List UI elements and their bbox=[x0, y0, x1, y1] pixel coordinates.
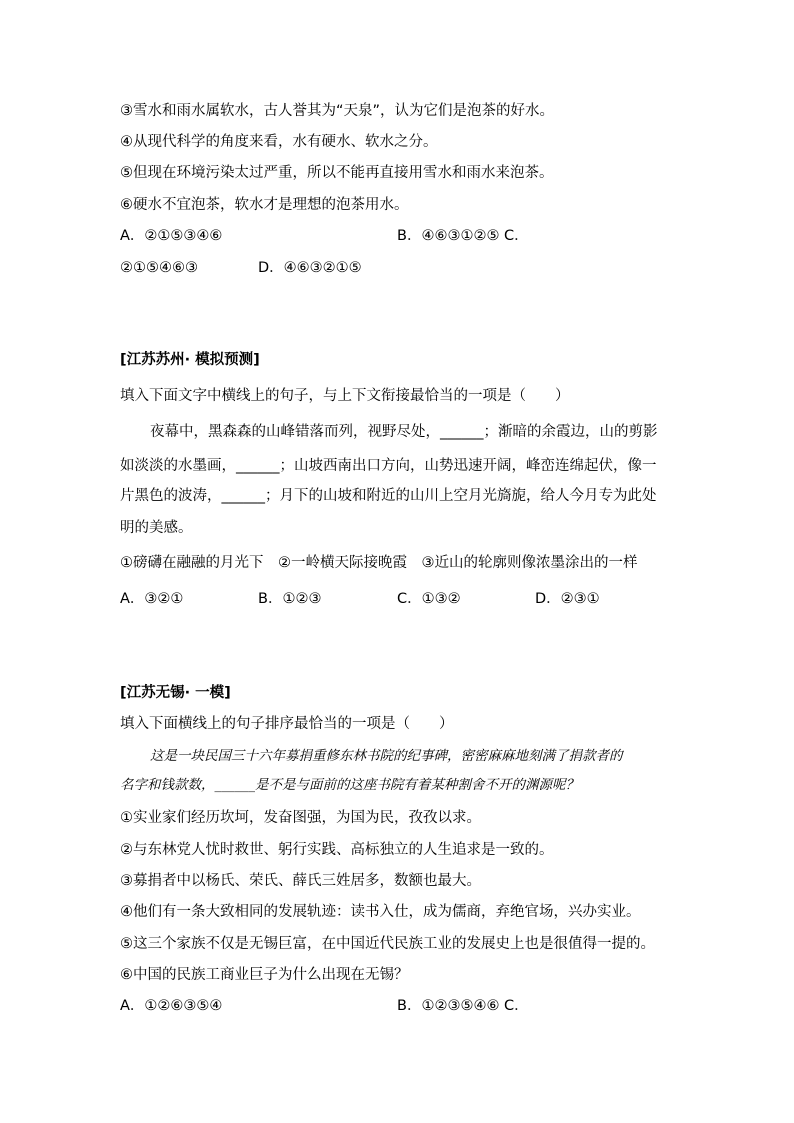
option-a: A．②①⑤③④⑥ bbox=[120, 228, 223, 244]
statement-6: ⑥中国的民族工商业巨子为什么出现在无锡？ bbox=[120, 967, 409, 983]
statement-4: ④他们有一条大致相同的发展轨迹：读书入仕，成为儒商，弃绝官场，兴办实业。 bbox=[120, 904, 641, 920]
statement-6: ⑥硬水不宜泡茶，软水才是理想的泡茶用水。 bbox=[120, 197, 409, 213]
option-c: C．①③② bbox=[397, 591, 461, 607]
option-d: D．④⑥③②①⑤ bbox=[258, 260, 362, 276]
section-heading: [江苏无锡· 一模] bbox=[120, 685, 231, 701]
section-heading: [江苏苏州· 模拟预测] bbox=[120, 352, 260, 368]
question-text: 填入下面文字中横线上的句子，与上下文衔接最恰当的一项是（ ） bbox=[120, 388, 570, 404]
statement-5: ⑤这三个家族不仅是无锡巨富，在中国近代民族工业的发展史上也是很值得一提的。 bbox=[120, 936, 655, 952]
option-c: ②①⑤④⑥③ bbox=[120, 260, 198, 276]
option-d: D．②③① bbox=[535, 591, 600, 607]
choice-list: ①磅礴在融融的月光下 ②一岭横天际接晚霞 ③近山的轮廓则像浓墨涂出的一样 bbox=[120, 555, 638, 571]
statement-1: ①实业家们经历坎坷，发奋图强，为国为民，孜孜以求。 bbox=[120, 810, 481, 826]
statement-4: ④从现代科学的角度来看，水有硬水、软水之分。 bbox=[120, 134, 438, 150]
passage-line: 片黑色的波涛，______；月下的山坡和附近的山川上空月光旖旎，给人今月专为此处 bbox=[120, 488, 657, 504]
statement-3: ③募捐者中以杨氏、荣氏、薛氏三姓居多，数额也最大。 bbox=[120, 873, 481, 889]
statement-2: ②与东林党人忧时救世、躬行实践、高标独立的人生追求是一致的。 bbox=[120, 842, 554, 858]
passage-line: 明的美感。 bbox=[120, 520, 193, 536]
statement-3: ③雪水和雨水属软水，古人誉其为“天泉”，认为它们是泡茶的好水。 bbox=[120, 103, 555, 119]
option-b: B．④⑥③①②⑤ C． bbox=[397, 228, 529, 244]
option-b: B．①②③⑤④⑥ C． bbox=[397, 998, 529, 1014]
passage-line: 名字和钱款数，______是不是与面前的这座书院有着某种割舍不开的渊源呢？ bbox=[120, 777, 579, 793]
statement-5: ⑤但现在环境污染太过严重，所以不能再直接用雪水和雨水来泡茶。 bbox=[120, 165, 554, 181]
passage-line: 夜幕中，黑森森的山峰错落而列，视野尽处，______；渐暗的余霞边，山的剪影 bbox=[150, 424, 658, 440]
question-text: 填入下面横线上的句子排序最恰当的一项是（ ） bbox=[120, 716, 454, 732]
option-a: A．③②① bbox=[120, 591, 184, 607]
passage-line: 这是一块民国三十六年募捐重修东林书院的纪事碑，密密麻麻地刻满了捐款者的 bbox=[150, 748, 623, 764]
passage-line: 如淡淡的水墨画，______；山坡西南出口方向，山势迅速开阔，峰峦连绵起伏，像一 bbox=[120, 458, 657, 474]
option-a: A．①②⑥③⑤④ bbox=[120, 998, 223, 1014]
option-b: B．①②③ bbox=[258, 591, 322, 607]
